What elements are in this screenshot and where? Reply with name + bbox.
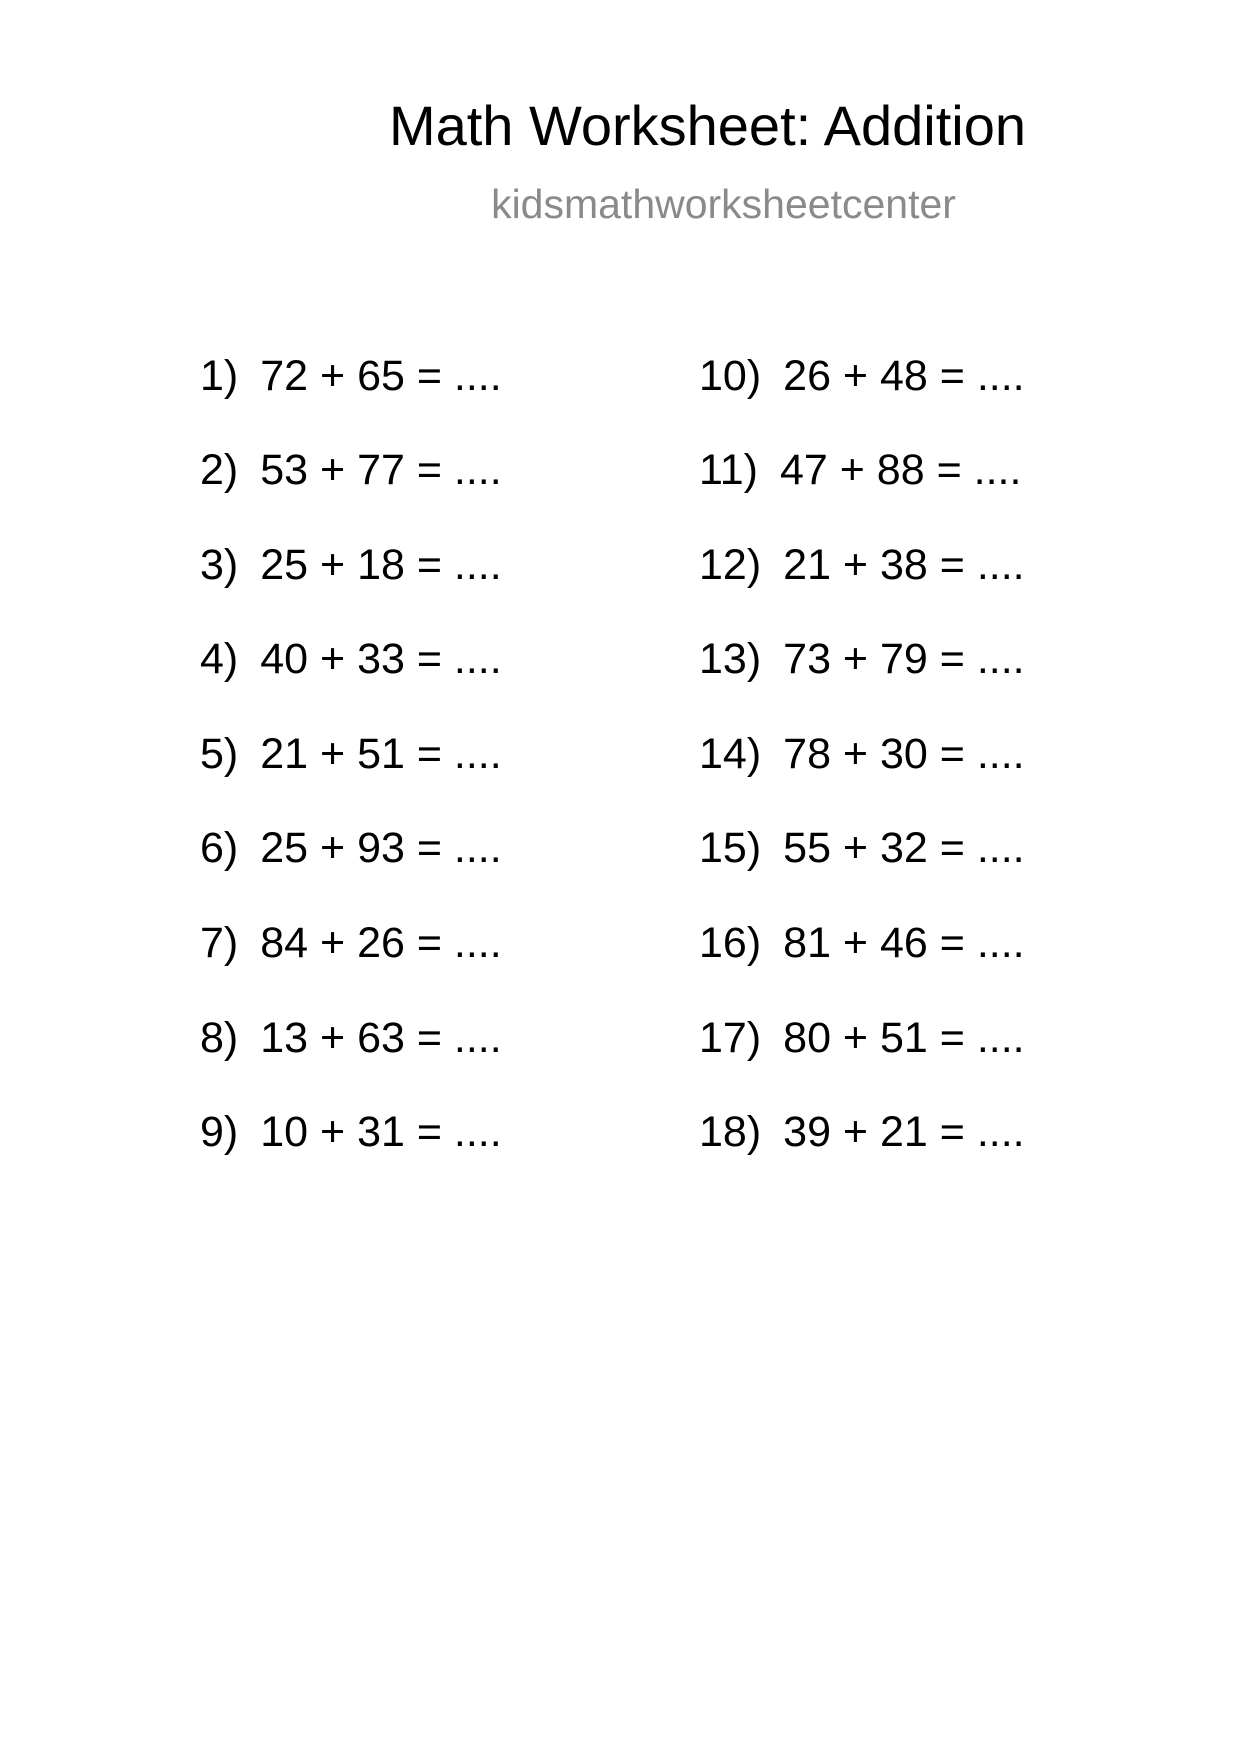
problem-number: 17)	[699, 1014, 762, 1062]
problem-number: 18)	[699, 1108, 762, 1156]
problem-expression: 81 + 46 = ....	[783, 919, 1025, 967]
problem-number: 12)	[699, 541, 762, 589]
problem-number: 7)	[200, 919, 239, 967]
problem-item	[200, 730, 502, 778]
problem-expression: 78 + 30 = ....	[783, 730, 1025, 778]
problem-number: 4)	[200, 635, 239, 683]
worksheet-title: Math Worksheet: Addition	[388, 94, 1027, 157]
problem-item	[200, 1014, 502, 1062]
worksheet-subtitle: kidsmathworksheetcenter	[491, 181, 956, 227]
problem-item	[699, 541, 1025, 589]
problem-expression: 21 + 51 = ....	[260, 730, 502, 778]
problem-item	[200, 1108, 502, 1156]
problem-item	[699, 730, 1025, 778]
problem-expression: 39 + 21 = ....	[783, 1108, 1025, 1156]
problem-expression: 13 + 63 = ....	[260, 1014, 502, 1062]
problem-item	[200, 635, 502, 683]
problem-expression: 55 + 32 = ....	[783, 824, 1025, 872]
problem-item	[699, 1014, 1025, 1062]
problem-expression: 40 + 33 = ....	[260, 635, 502, 683]
problem-expression: 73 + 79 = ....	[783, 635, 1025, 683]
problem-item	[699, 635, 1025, 683]
problem-item	[699, 1108, 1025, 1156]
problem-item	[200, 541, 502, 589]
problem-number: 10)	[699, 352, 762, 400]
problem-number: 5)	[200, 730, 239, 778]
problem-number: 15)	[699, 824, 762, 872]
problem-expression: 84 + 26 = ....	[260, 919, 502, 967]
problem-expression: 80 + 51 = ....	[783, 1014, 1025, 1062]
problem-number: 9)	[200, 1108, 239, 1156]
problem-number: 2)	[200, 446, 239, 494]
problem-expression: 25 + 18 = ....	[260, 541, 502, 589]
problem-number: 14)	[699, 730, 762, 778]
problem-expression: 53 + 77 = ....	[260, 446, 502, 494]
problem-number: 1)	[200, 352, 239, 400]
problem-expression: 25 + 93 = ....	[260, 824, 502, 872]
problem-number: 13)	[699, 635, 762, 683]
problem-item	[200, 824, 502, 872]
problem-item	[699, 352, 1025, 400]
problem-expression: 21 + 38 = ....	[783, 541, 1025, 589]
problem-number: 8)	[200, 1014, 239, 1062]
problem-expression: 72 + 65 = ....	[260, 352, 502, 400]
problem-item	[699, 824, 1025, 872]
problem-expression: 26 + 48 = ....	[783, 352, 1025, 400]
problem-item	[699, 446, 1022, 494]
problem-number: 11)	[699, 446, 758, 494]
problem-item	[200, 446, 502, 494]
problem-number: 6)	[200, 824, 239, 872]
problem-item	[200, 352, 502, 400]
problem-expression: 47 + 88 = ....	[779, 446, 1022, 494]
problem-item	[200, 919, 502, 967]
problem-number: 3)	[200, 541, 239, 589]
problem-item	[699, 919, 1025, 967]
problem-number: 16)	[699, 919, 762, 967]
problem-expression: 10 + 31 = ....	[260, 1108, 502, 1156]
